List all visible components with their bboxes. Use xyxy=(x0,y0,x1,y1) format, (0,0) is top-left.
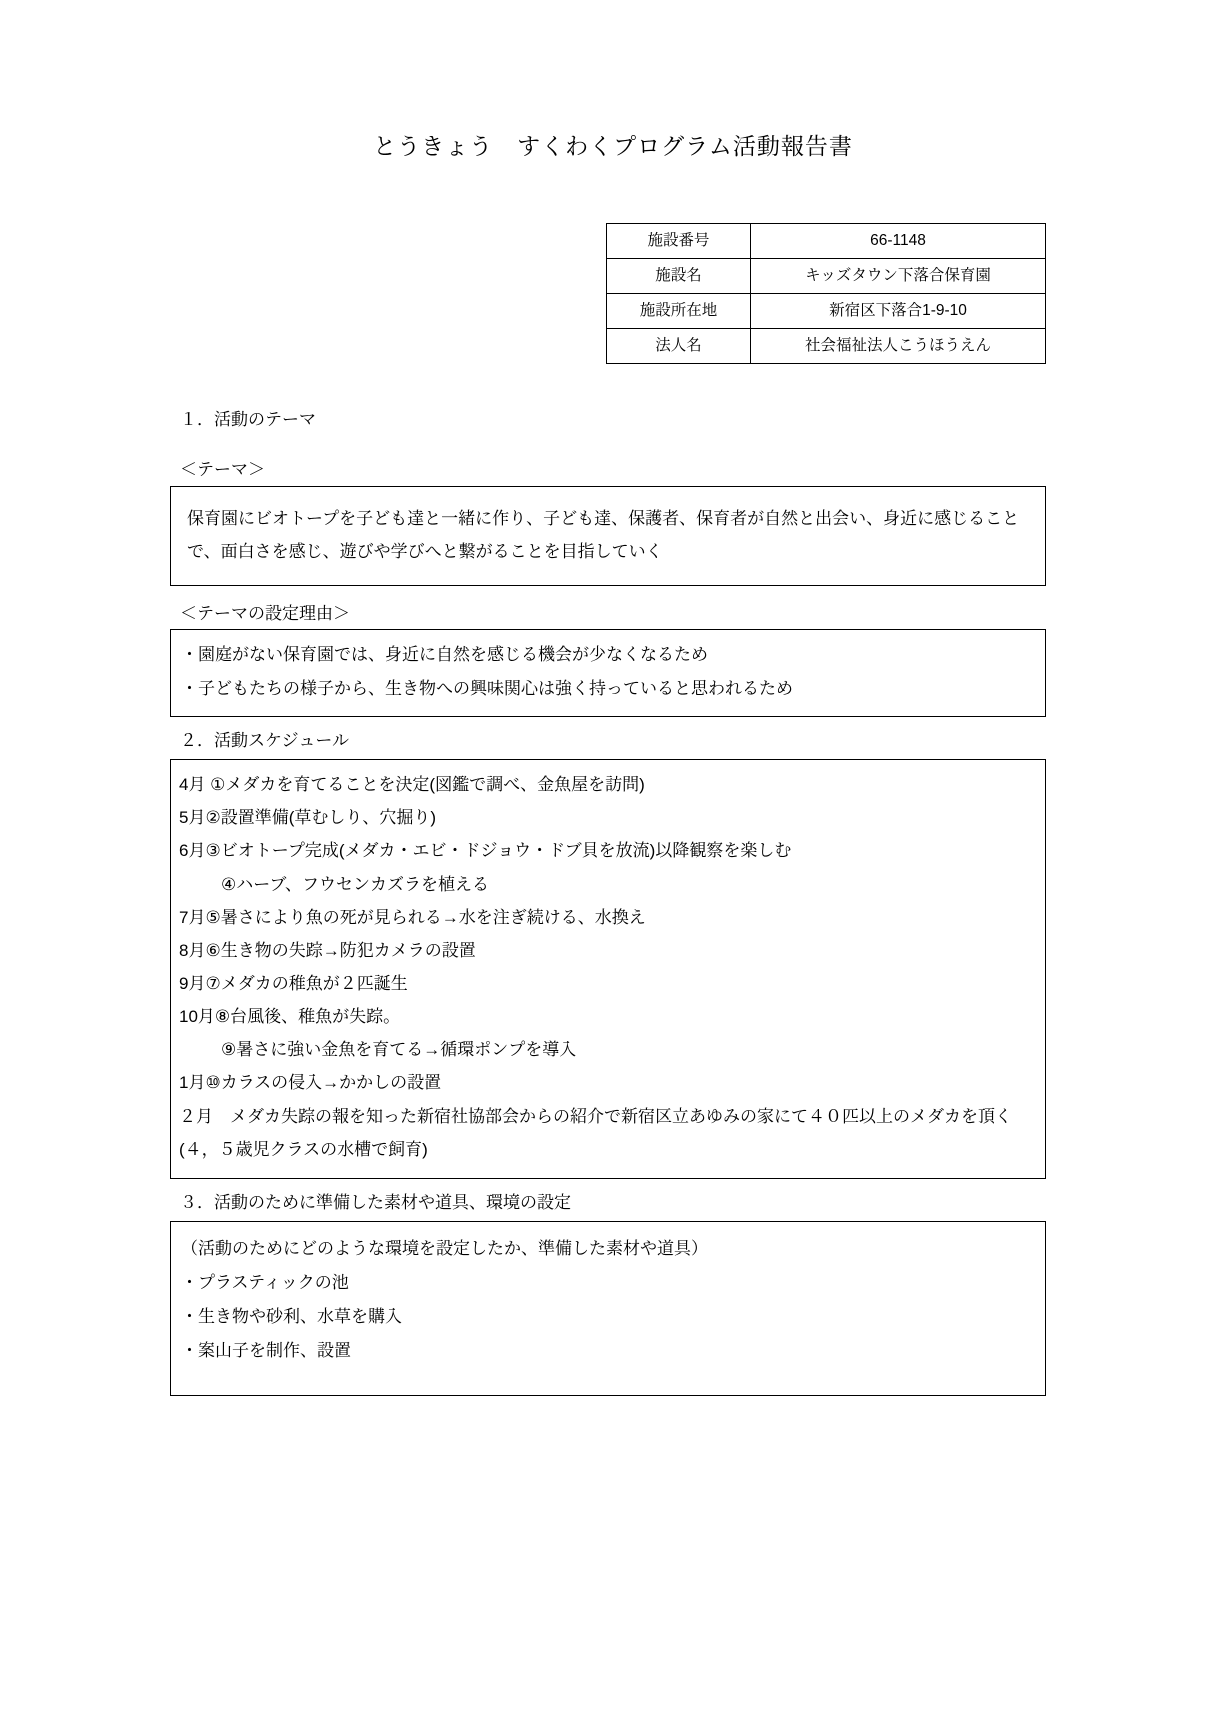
schedule-line: 8月⑥生き物の失踪→防犯カメラの設置 xyxy=(179,940,476,960)
facility-name-label: 施設名 xyxy=(607,259,751,294)
theme-text: 保育園にビオトープを子ども達と一緒に作り、子ども達、保護者、保育者が自然と出会い、身近に感じることで、面白さを感じ、遊びや学びへと繋がることを目指していく xyxy=(187,509,1020,561)
materials-box xyxy=(170,1221,1046,1396)
materials-line: （活動のためにどのような環境を設定したか、準備した素材や道具） xyxy=(181,1238,708,1258)
theme-reason-item: ・子どもたちの様子から、生き物への興味関心は強く持っていると思われるため xyxy=(181,679,793,699)
corporation-name-label: 法人名 xyxy=(607,329,751,364)
table-row xyxy=(607,259,1046,294)
table-row xyxy=(607,329,1046,364)
schedule-line: 5月②設置準備(草むしり、穴掘り) xyxy=(179,808,437,828)
schedule-line: ２月 メダカ失踪の報を知った新宿社協部会からの紹介で新宿区立あゆみの家にて４０匹以上のメダカを頂く(４，５歳児クラスの水槽で飼育) xyxy=(179,1106,1012,1159)
materials-line: ・案山子を制作、設置 xyxy=(181,1340,351,1360)
schedule-line: ④ハーブ、フウセンカズラを植える xyxy=(221,874,490,894)
facility-table xyxy=(606,223,1046,364)
materials-line: ・プラスティックの池 xyxy=(181,1272,349,1292)
schedule-line: 1月⑩カラスの侵入→かかしの設置 xyxy=(179,1073,442,1093)
section2-heading: ２．活動スケジュール xyxy=(180,731,349,751)
theme-label: ＜テーマ＞ xyxy=(180,459,265,479)
page-title: とうきょう すくわくプログラム活動報告書 xyxy=(373,133,853,159)
schedule-box xyxy=(170,759,1046,1179)
schedule-line: 10月⑧台風後、稚魚が失踪。 xyxy=(179,1007,401,1027)
section3-heading: ３．活動のために準備した素材や道具、環境の設定 xyxy=(180,1193,571,1213)
facility-number-label: 施設番号 xyxy=(607,224,751,259)
theme-reason-box xyxy=(170,629,1046,717)
theme-box xyxy=(170,486,1046,586)
theme-reason-label: ＜テーマの設定理由＞ xyxy=(180,603,350,623)
schedule-line: 4月 ①メダカを育てることを決定(図鑑で調べ、金魚屋を訪問) xyxy=(179,775,645,795)
schedule-line: ⑨暑さに強い金魚を育てる→循環ポンプを導入 xyxy=(221,1040,577,1060)
facility-table-wrapper xyxy=(170,223,1046,364)
schedule-line: 6月③ビオトープ完成(メダカ・エビ・ドジョウ・ドブ貝を放流)以降観察を楽しむ xyxy=(179,841,792,861)
materials-line: ・生き物や砂利、水草を購入 xyxy=(181,1306,402,1326)
section1-heading: １．活動のテーマ xyxy=(180,410,316,429)
schedule-line: 7月⑤暑さにより魚の死が見られる→水を注ぎ続ける、水換え xyxy=(179,907,646,927)
document-body xyxy=(170,0,1046,1396)
table-row xyxy=(607,224,1046,259)
facility-address-label: 施設所在地 xyxy=(607,294,751,329)
table-row xyxy=(607,294,1046,329)
schedule-line: 9月⑦メダカの稚魚が２匹誕生 xyxy=(179,974,408,994)
corporation-name-value: 社会福祉法人こうほうえん xyxy=(751,329,1046,364)
facility-address-value: 新宿区下落合1-9-10 xyxy=(751,294,1046,329)
theme-reason-item: ・園庭がない保育園では、身近に自然を感じる機会が少なくなるため xyxy=(181,645,708,665)
facility-name-value: キッズタウン下落合保育園 xyxy=(751,259,1046,294)
facility-number-value: 66-1148 xyxy=(751,224,1046,259)
